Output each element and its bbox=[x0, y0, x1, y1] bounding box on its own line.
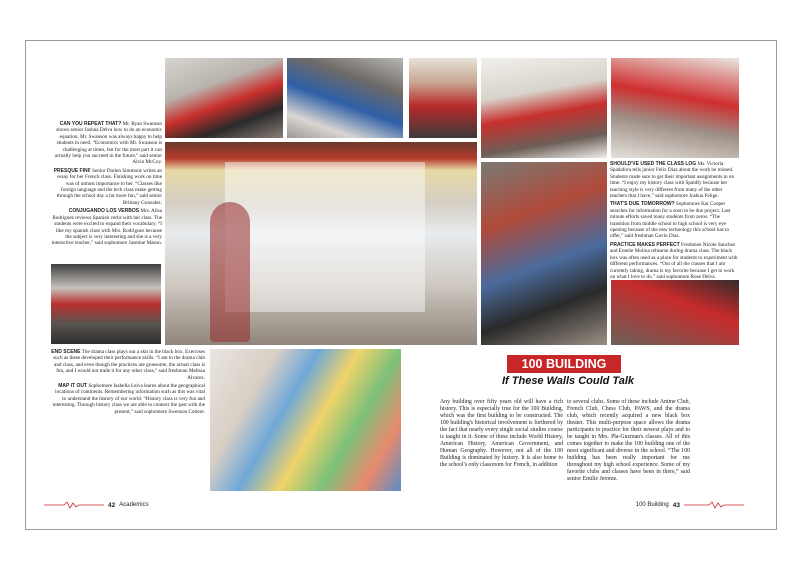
page-number-left: 42 bbox=[108, 501, 116, 509]
photo-class-log bbox=[480, 57, 608, 159]
teacher-figure bbox=[210, 202, 250, 342]
section-title: 100 BUILDING bbox=[507, 355, 621, 373]
caption bbox=[50, 168, 162, 206]
caption-group-left bbox=[50, 121, 162, 247]
photo-map-lesson bbox=[209, 348, 402, 492]
caption bbox=[50, 349, 205, 381]
section-label-left: Academics bbox=[119, 502, 149, 508]
caption bbox=[610, 201, 740, 239]
folio-right bbox=[636, 501, 744, 509]
caption-group-end bbox=[50, 349, 205, 415]
pulse-line-icon bbox=[684, 501, 744, 509]
caption-head: PRACTICE MAKES PERFECT bbox=[610, 241, 680, 248]
caption bbox=[50, 208, 162, 246]
caption-text: Mr. Ryan Swanson shows senior Joshua Delva how to do an economic equation. Mr. Swanson was always happy to help students in need. “Economics with Mr. Swanson is challenging at times, but for the most part it can actually help you succeed in the future,” said senior Alvin McCoy. bbox=[54, 121, 162, 166]
pulse-line-icon bbox=[44, 501, 104, 509]
caption bbox=[610, 161, 740, 199]
photo-students-group bbox=[408, 57, 478, 139]
photo-drama-skit bbox=[50, 263, 162, 345]
caption-head: CONJUGANDO LOS VERBOS bbox=[68, 208, 140, 215]
photo-french-essay bbox=[286, 57, 404, 139]
caption-head: PRESQUE FINI! bbox=[53, 167, 91, 174]
photo-drama-rehearsal-left bbox=[480, 161, 608, 346]
caption-head: MAP IT OUT bbox=[58, 383, 88, 390]
caption-text: The drama class plays out a skit in the black box. Exercises such as these developed their performance skills. “I am in the drama club and class, and even though the practices are gruesome, the actual class is fun, and I would not trade it for any other class,” said freshman Melissa Alvarez. bbox=[53, 349, 205, 381]
caption-text: Mrs. Alisa Rodriguez reviews Spanish verbs with her class. The students were excited to expand their vocabulary. “I like my spanish class with Mrs. Rodriguez because the subject is very interesting and she is a very interactive teacher,” said sophomore Jasmine Mason. bbox=[51, 208, 162, 247]
caption-text: Ms. Victoria Spadafora tells junior Felix Diaz about the work he missed. Students made sure to get their important assignments in on time. “I enjoy my history class with Spaldfy because her teaching style is very different from many of the other teachers that I have,” said sophomore Joshua Felige. bbox=[610, 161, 735, 200]
photo-teacher-desk bbox=[610, 57, 740, 159]
whiteboard bbox=[225, 162, 425, 312]
page-number-right: 43 bbox=[672, 501, 680, 509]
caption-head: END SCENE bbox=[51, 349, 81, 355]
body-column-1: Any building over fifty years old will have a rich history. This is especially true for the 100 Building, which was the first building to be constructed. The 100 building's historical involvement is furthered by the fact that nearly every single social studies course is taught in it. Some of these include World History, American History, American Government, and Human Geography. However, not all of the 100 Building is dominated by history. It is also home to the school's only classroom for French, in addition bbox=[440, 399, 563, 468]
caption bbox=[50, 383, 205, 415]
section-label-right: 100 Building bbox=[635, 502, 669, 508]
caption-head: CAN YOU REPEAT THAT? bbox=[59, 121, 122, 127]
caption-group-right bbox=[610, 159, 740, 280]
folio-left bbox=[44, 501, 149, 509]
caption-text: Freshmen Nicole Sanchez and Emelie Molina rehearse during drama class. The black box was often used as a place for students to experiment with different performances. “Out of all the classes that I am currently taking, drama is my favorite because I get to work on what I love to do,” said sophomore Rose Delva. bbox=[610, 241, 738, 280]
section-subtitle: If These Walls Could Talk bbox=[501, 375, 635, 387]
yearbook-spread bbox=[25, 40, 777, 530]
caption-head: SHOULD'VE USED THE CLASS LOG bbox=[610, 161, 697, 167]
photo-spanish-class bbox=[164, 141, 478, 346]
caption-head: THAT'S DUE TOMORROW? bbox=[610, 201, 675, 208]
caption-text: Senior Darien Simmons writes an essay for her French class. Finishing work on time was of utmost importance to her. “Classes like foreign language and the tech class make getting through the school day a lot more fun,” said senior Brittany Gonzalez. bbox=[56, 167, 162, 206]
caption-text: Sophomore Isabella Leiva learns about the geographical locations of continents. Remembering information such as this was vital to understand the history of our world. “History class is very fun and interesting. Through history class we are able to connect the past with the present,” said sophomore Swenson Cotiere. bbox=[52, 383, 205, 415]
caption-text: Sophomore Kai Cooper searches for information for a soon to be due project. Last minute efforts saved many students from zeros. “The transition from middle school to high school is very eye opening because of the new technology this school has to offer,” said freshman Gavin Diaz. bbox=[610, 201, 731, 240]
caption bbox=[50, 121, 162, 166]
photo-economics-class bbox=[164, 57, 284, 139]
caption bbox=[610, 242, 740, 280]
body-column-2: to several clubs. Some of these include Anime Club, French Club, Chess Club, PAWS, and the drama club, which recently acquired a new black box theater. This multi-purpose space allows the drama participants to practice for their newest plays and to be taught in Mrs. Pla-Guzman's classes. All of this comes together to make the 100 building one of the most significant and diverse in the school. “The 100 building has been really important for me throughout my high school experience. Some of my favorite clubs and classes have been in there,” said senior Emilie Jerome. bbox=[567, 399, 690, 482]
